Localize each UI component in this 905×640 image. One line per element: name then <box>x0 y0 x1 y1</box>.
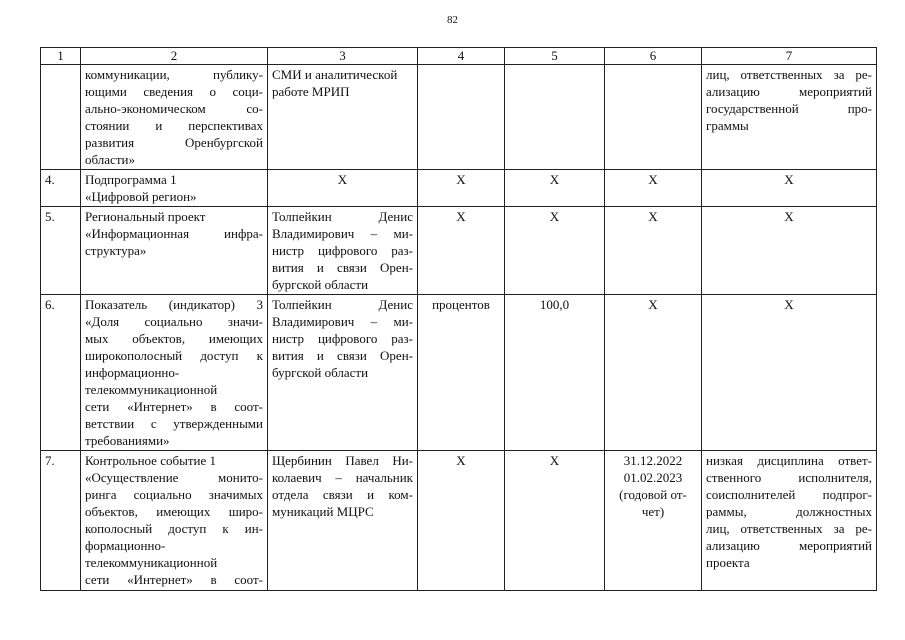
row-name <box>81 295 268 451</box>
row-date-line: 31.12.2022 <box>623 453 683 468</box>
row-value: Х <box>505 207 605 295</box>
row-number <box>41 65 81 170</box>
row-name-line: коммуникации, публику- <box>85 67 263 82</box>
row-name-line: ринга социально значимых <box>85 487 263 502</box>
row-name-line: «Информационная инфра- <box>85 226 263 241</box>
row-number: 6. <box>41 295 81 451</box>
row-responsible-line: работе МРИП <box>272 84 350 99</box>
column-header: 5 <box>505 48 605 65</box>
row-name-line: сети «Интернет» в соот- <box>85 399 263 414</box>
row-name-line: сети «Интернет» в соот- <box>85 572 263 587</box>
column-header: 2 <box>81 48 268 65</box>
row-responsible-line: бургской области <box>272 277 369 292</box>
row-name-line: ально-экономическом со- <box>85 101 263 116</box>
row-name-line: ющими сведения о соци- <box>85 84 263 99</box>
row-unit: Х <box>418 207 505 295</box>
row-date-line: (годовой от- <box>619 487 687 502</box>
row-number: 7. <box>41 451 81 591</box>
row-name-line: Региональный проект <box>85 209 206 224</box>
row-responsible-line: бургской области <box>272 365 369 380</box>
row-risks <box>702 65 877 170</box>
row-risks-line: низкая дисциплина ответ- <box>706 453 872 468</box>
row-responsible-line: Владимирович – ми- <box>272 314 413 329</box>
row-responsible <box>268 207 418 295</box>
table-row <box>41 170 877 207</box>
row-name-line: «Цифровой регион» <box>85 189 197 204</box>
row-responsible-line: Щербинин Павел Ни- <box>272 453 413 468</box>
row-unit <box>418 65 505 170</box>
row-responsible-line: колаевич – начальник <box>272 470 413 485</box>
table-row <box>41 451 877 591</box>
table-header-row <box>41 48 877 65</box>
row-name-line: стоянии и перспективах <box>85 118 263 133</box>
row-risks-line: ализацию мероприятий <box>706 84 872 99</box>
row-name-line: объектов, имеющих широ- <box>85 504 263 519</box>
row-date: Х <box>605 295 702 451</box>
column-header: 4 <box>418 48 505 65</box>
column-header: 6 <box>605 48 702 65</box>
row-responsible-line: нистр цифрового раз- <box>272 243 413 258</box>
row-risks: Х <box>702 170 877 207</box>
row-name-line: области» <box>85 152 135 167</box>
row-value: Х <box>505 451 605 591</box>
row-responsible-line: Толпейкин Денис <box>272 297 413 312</box>
page-number: 82 <box>447 14 458 26</box>
row-risks: Х <box>702 295 877 451</box>
row-name <box>81 207 268 295</box>
row-value <box>505 65 605 170</box>
row-responsible-line: вития и связи Орен- <box>272 260 413 275</box>
row-responsible-line: вития и связи Орен- <box>272 348 413 363</box>
table-row <box>41 295 877 451</box>
row-unit: Х <box>418 451 505 591</box>
row-risks-line: лиц, ответственных за ре- <box>706 521 872 536</box>
row-responsible-line: нистр цифрового раз- <box>272 331 413 346</box>
row-name-line: Контрольное событие 1 <box>85 453 216 468</box>
row-date: Х <box>605 207 702 295</box>
row-responsible-line: муникаций МЦРС <box>272 504 374 519</box>
row-responsible <box>268 295 418 451</box>
row-responsible-line: отдела связи и ком- <box>272 487 413 502</box>
row-name-line: телекоммуникационной <box>85 382 218 397</box>
row-name-line: «Осуществление монито- <box>85 470 263 485</box>
row-date <box>605 451 702 591</box>
column-header: 1 <box>41 48 81 65</box>
row-responsible: Х <box>268 170 418 207</box>
row-number: 4. <box>41 170 81 207</box>
row-value: Х <box>505 170 605 207</box>
row-risks-line: граммы <box>706 118 749 133</box>
row-name <box>81 170 268 207</box>
row-responsible <box>268 65 418 170</box>
row-risks-line: соисполнителей подпрог- <box>706 487 872 502</box>
row-name-line: информационно- <box>85 365 180 380</box>
row-name-line: Подпрограмма 1 <box>85 172 177 187</box>
column-header: 7 <box>702 48 877 65</box>
row-name-line: требованиями» <box>85 433 170 448</box>
row-responsible-line: СМИ и аналитической <box>272 67 398 82</box>
row-risks-line: государственной про- <box>706 101 872 116</box>
row-number: 5. <box>41 207 81 295</box>
row-responsible-line: Толпейкин Денис <box>272 209 413 224</box>
row-unit: процентов <box>418 295 505 451</box>
row-risks-line: ственного исполнителя, <box>706 470 872 485</box>
row-date-line: 01.02.2023 <box>623 470 683 485</box>
row-risks-line: лиц, ответственных за ре- <box>706 67 872 82</box>
row-risks-line: ализацию мероприятий <box>706 538 872 553</box>
row-name-line: ветствии с утвержденными <box>85 416 263 431</box>
row-name-line: структура» <box>85 243 147 258</box>
row-risks-line: раммы, должностных <box>706 504 872 519</box>
row-name-line: телекоммуникационной <box>85 555 218 570</box>
row-date: Х <box>605 170 702 207</box>
row-risks: Х <box>702 207 877 295</box>
row-name-line: Показатель (индикатор) 3 <box>85 297 263 312</box>
row-value: 100,0 <box>505 295 605 451</box>
program-table <box>40 47 877 591</box>
row-name-line: «Доля социально значи- <box>85 314 263 329</box>
row-date <box>605 65 702 170</box>
row-risks-line: проекта <box>706 555 750 570</box>
row-date-line: чет) <box>641 504 665 519</box>
column-header: 3 <box>268 48 418 65</box>
row-name-line: широкополосный доступ к <box>85 348 263 363</box>
table-row <box>41 65 877 170</box>
row-name <box>81 451 268 591</box>
row-name-line: развития Оренбургской <box>85 135 263 150</box>
row-name-line: мых объектов, имеющих <box>85 331 263 346</box>
row-name-line: формационно- <box>85 538 166 553</box>
row-name <box>81 65 268 170</box>
row-responsible <box>268 451 418 591</box>
row-name-line: кополосный доступ к ин- <box>85 521 263 536</box>
table-row <box>41 207 877 295</box>
row-responsible-line: Владимирович – ми- <box>272 226 413 241</box>
row-risks <box>702 451 877 591</box>
row-unit: Х <box>418 170 505 207</box>
